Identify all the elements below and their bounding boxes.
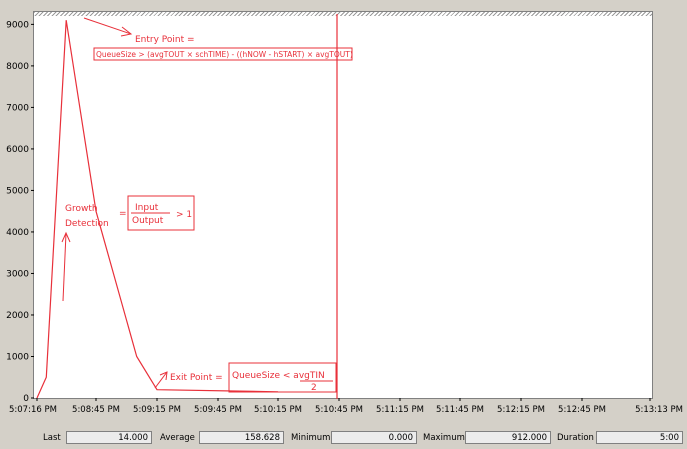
x-tick-label: 5:12:45 PM bbox=[558, 405, 606, 415]
growth-label-line1: Growth bbox=[65, 204, 98, 214]
fraction-greater-than: > 1 bbox=[176, 210, 193, 220]
entry-arrow bbox=[84, 18, 131, 34]
average-value: 158.628 bbox=[199, 431, 284, 444]
y-tick-label: 8000 bbox=[6, 61, 29, 72]
x-tick-label: 5:10:45 PM bbox=[315, 405, 363, 415]
x-tick-label: 5:07:16 PM bbox=[9, 405, 57, 415]
y-tick-label: 1000 bbox=[6, 352, 29, 363]
x-tick-label: 5:11:15 PM bbox=[376, 405, 424, 415]
minimum-label: Minimum bbox=[291, 433, 331, 443]
maximum-label: Maximum bbox=[423, 433, 465, 443]
growth-equals: = bbox=[119, 209, 127, 219]
x-tick-label: 5:08:45 PM bbox=[72, 405, 120, 415]
x-tick-label: 5:12:15 PM bbox=[497, 405, 545, 415]
x-axis bbox=[9, 398, 683, 415]
duration-value: 5:00 bbox=[596, 431, 683, 444]
minimum-value: 0.000 bbox=[331, 431, 417, 444]
exit-point-label: Exit Point = bbox=[170, 373, 223, 383]
last-value: 14.000 bbox=[66, 431, 152, 444]
fraction-denominator: Output bbox=[132, 216, 164, 226]
y-tick-label: 0 bbox=[23, 394, 29, 404]
exit-denominator: 2 bbox=[311, 383, 317, 393]
x-tick-label: 5:13:13 PM bbox=[635, 405, 683, 415]
entry-point-label: Entry Point = bbox=[135, 35, 195, 45]
x-tick-label: 5:09:45 PM bbox=[194, 405, 242, 415]
y-tick-label: 5000 bbox=[6, 186, 29, 197]
exit-formula: QueueSize < avgTIN bbox=[232, 371, 325, 381]
x-tick-label: 5:09:15 PM bbox=[133, 405, 181, 415]
x-tick-label: 5:11:45 PM bbox=[436, 405, 484, 415]
y-tick-label: 7000 bbox=[6, 103, 29, 114]
y-axis bbox=[6, 20, 34, 404]
entry-formula: QueueSize > (avgTOUT × schTIME) - ((hNOW - hSTART) × avgTOUT) bbox=[96, 50, 353, 59]
y-tick-label: 6000 bbox=[6, 144, 29, 155]
statistics-bar bbox=[0, 427, 687, 449]
growth-label-line2: Detection bbox=[65, 219, 109, 229]
average-label: Average bbox=[160, 433, 195, 443]
growth-arrow bbox=[63, 233, 66, 301]
last-label: Last bbox=[43, 433, 61, 443]
x-tick-label: 5:10:15 PM bbox=[254, 405, 302, 415]
y-tick-label: 3000 bbox=[6, 269, 29, 280]
maximum-value: 912.000 bbox=[465, 431, 551, 444]
duration-label: Duration bbox=[557, 433, 594, 443]
y-tick-label: 4000 bbox=[6, 227, 29, 238]
y-tick-label: 2000 bbox=[6, 310, 29, 321]
y-tick-label: 9000 bbox=[6, 20, 29, 31]
fraction-numerator: Input bbox=[135, 203, 159, 213]
